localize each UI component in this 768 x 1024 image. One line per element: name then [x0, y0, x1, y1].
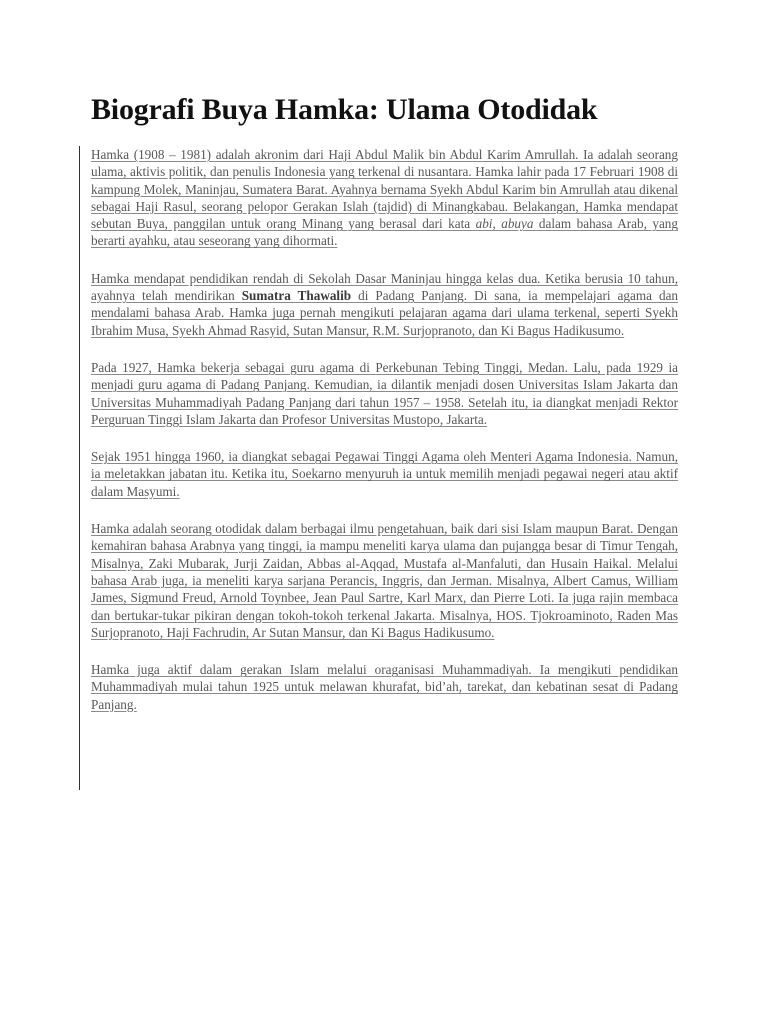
paragraph-1-text-b: , — [492, 216, 502, 232]
document-body — [91, 146, 678, 733]
paragraph-3: Pada 1927, Hamka bekerja sebagai guru agama di Perkebunan Tebing Tinggi, Medan. Lalu, pada 1929 ia menjadi guru agama di Padang Panjang. Kemudian, ia dilantik menjadi dosen Universitas Islam Jakarta dan Universitas Muhammadiyah Padang Panjang dari tahun 1957 – 1958. Setelah itu, ia diangkat menjadi Rektor Perguruan Tinggi Islam Jakarta dan Profesor Universitas Mustopo, Jakarta. — [91, 359, 678, 427]
paragraph-2-bold-sumatra-thawalib: Sumatra Thawalib — [241, 288, 352, 304]
paragraph-1 — [91, 146, 678, 250]
paragraph-1-italic-abuya: abuya — [501, 216, 534, 232]
paragraph-2-text-a: Hamka mendapat pendidikan rendah di Sekolah Dasar Maninjau hingga kelas dua. Ketika berusia 10 tahun, ayahnya telah mendirikan — [91, 270, 678, 304]
paragraph-1-text-c: dalam bahasa Arab, yang berarti ayahku, atau seseorang yang dihormati. — [91, 216, 678, 249]
paragraph-1-text-a: Hamka (1908 – 1981) adalah akronim dari Haji Abdul Malik bin Abdul Karim Amrullah. Ia adalah seorang ulama, aktivis politik, dan penulis Indonesia yang terkenal di nusantara. Hamka lahir pada 17 Februari 1908 di kampung Molek, Maninjau, Sumatera Barat. Ayahnya bernama Syekh Abdul Karim bin Amrullah atau dikenal sebagai Haji Rasul, seorang pelopor Gerakan Islah (tajdid) di Minangkabau. Belakangan, Hamka mendapat sebutan Buya, panggilan untuk orang Minang yang berasal dari kata — [91, 147, 678, 232]
paragraph-6: Hamka juga aktif dalam gerakan Islam melalui oraganisasi Muhammadiyah. Ia mengikuti pendidikan Muhammadiyah mulai tahun 1925 untuk melawan khurafat, bid’ah, tarekat, dan kebatinan sesat di Padang Panjang. — [91, 662, 678, 712]
paragraph-5: Hamka adalah seorang otodidak dalam berbagai ilmu pengetahuan, baik dari sisi Islam maupun Barat. Dengan kemahiran bahasa Arabnya yang tinggi, ia mampu meneliti karya ulama dan pujangga besar di Timur Tengah, Misalnya, Zaki Mubarak, Jurji Zaidan, Abbas al-Aqqad, Mustafa al-Manfaluti, dan Husain Haikal. Melalui bahasa Arab juga, ia meneliti karya sarjana Perancis, Inggris, dan Jerman. Misalnya, Albert Camus, William James, Sigmund Freud, Arnold Toynbee, Jean Paul Sartre, Karl Marx, dan Pierre Loti. Ia juga rajin membaca dan bertukar-tukar pikiran dengan tokoh-tokoh terkenal Jakarta. Misalnya, HOS. Tjokroaminoto, Raden Mas Surjopranoto, Haji Fachrudin, Ar Sutan Mansur, dan Ki Bagus Hadikusumo. — [91, 521, 678, 640]
paragraph-1-italic-abi: abi — [475, 216, 493, 232]
paragraph-2-text-b: di Padang Panjang. Di sana, ia mempelajari agama dan mendalami bahasa Arab. Hamka juga pernah mengikuti pelajaran agama dari ulama terkenal, seperti Syekh Ibrahim Musa, Syekh Ahmad Rasyid, Sutan Mansur, R.M. Surjopranoto, dan Ki Bagus Hadikusumo. — [91, 288, 679, 338]
paragraph-2 — [91, 270, 678, 339]
left-margin-rule — [79, 146, 80, 790]
document-title: Biografi Buya Hamka: Ulama Otodidak — [91, 93, 598, 126]
paragraph-4: Sejak 1951 hingga 1960, ia diangkat sebagai Pegawai Tinggi Agama oleh Menteri Agama Indonesia. Namun, ia meletakkan jabatan itu. Ketika itu, Soekarno menyuruh ia untuk memilih menjadi pegawai negeri atau aktif dalam Masyumi. — [91, 449, 678, 499]
